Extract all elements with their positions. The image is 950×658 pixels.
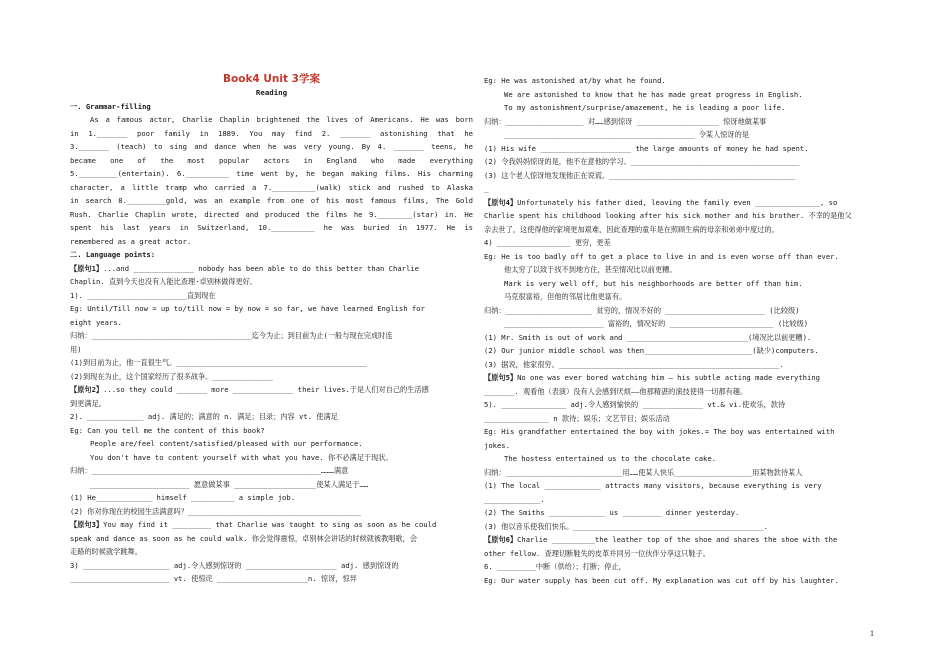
line-text: 1). _______________________直到现在 bbox=[70, 290, 216, 300]
text-line bbox=[70, 370, 473, 384]
line-text: Mark is very well off, but his neighborhoods are better off than him. bbox=[504, 278, 803, 288]
line-text: (1) He_____________ himself __________ a simple job. bbox=[70, 493, 296, 502]
line-text: _______________________ vt. 使惊诧 _____________________n. 惊讶，惊异 bbox=[70, 574, 357, 583]
text-line bbox=[70, 424, 473, 438]
text-line bbox=[484, 358, 887, 372]
text-line bbox=[70, 343, 473, 357]
line-text: (3) 他以音乐使我们快乐。____________________________________________. bbox=[484, 521, 768, 531]
text-line bbox=[70, 397, 473, 411]
sentence-marker: 【原句6】 bbox=[484, 535, 518, 544]
text-line bbox=[484, 101, 887, 115]
text-line bbox=[484, 520, 887, 534]
line-text: Eg: He is too badly off to get a place to live in and is even worse off than ever. bbox=[484, 251, 839, 261]
left-column bbox=[70, 72, 473, 586]
line-text: other fellow. 查理切断鞋失的皮革并同另一位伙伴分享这只鞋子。 bbox=[484, 548, 710, 558]
text-line bbox=[484, 479, 887, 493]
line-text: To my astonishment/surprise/amazement, he is leading a poor life. bbox=[504, 103, 786, 112]
text-line bbox=[70, 478, 473, 492]
text-line bbox=[484, 115, 887, 129]
text-line bbox=[484, 371, 887, 385]
text-line bbox=[484, 412, 887, 426]
text-line bbox=[484, 560, 887, 574]
text-line bbox=[484, 74, 887, 88]
line-text: 归纳：___________________________用……使某人快乐__________________用某物款待某人 bbox=[484, 467, 803, 477]
text-line bbox=[70, 383, 473, 397]
text-line bbox=[70, 316, 473, 330]
text-line bbox=[484, 263, 887, 277]
text-line bbox=[70, 275, 473, 289]
line-text: (1) The local _____________ attracts many visitors, because everything is very bbox=[484, 481, 822, 490]
right-language-points bbox=[484, 74, 887, 587]
line-text: 用) bbox=[70, 344, 82, 354]
line-text: Charlie __________the leather top of the shoe and shares the shoe with the bbox=[517, 535, 838, 544]
line-text: ...so they could _______ more ______________ their lives.于是人们对自己的生活感 bbox=[103, 385, 429, 394]
line-text: 亲去世了，这使得他的家境更加艰难，因此查理的童年是在照顾生病的母亲和弟弟中度过的。 bbox=[484, 224, 779, 234]
text-line bbox=[70, 545, 473, 559]
line-text: (3) 这个老人惊讶地发现他正在说谎。___________________________________________ bbox=[484, 170, 796, 180]
line-text: Unfortunately his father died, leaving the family even _______________, so bbox=[517, 197, 838, 207]
line-text: 归纳：__________________ 对……感到惊讶 ___________________ 惊讶地做某事 bbox=[484, 116, 767, 126]
section1-heading: 一. Grammar-filling bbox=[70, 101, 151, 111]
line-text: _______________________ 富裕的，情况好的 ________________________ (比较级) bbox=[504, 319, 809, 328]
line-text: 6. _________中断（供给）；打断；停止， bbox=[484, 562, 626, 571]
line-text: (1) His wife _____________________ the large amounts of money he had spent. bbox=[484, 143, 809, 153]
line-text: 2). _____________ adj. 满足的；满意的 n. 满足；目录；内容 vt. 使满足 bbox=[70, 412, 338, 421]
text-line bbox=[70, 464, 473, 478]
text-line bbox=[484, 128, 887, 142]
text-line bbox=[70, 505, 473, 519]
text-line bbox=[70, 302, 473, 316]
line-text: ____________________________________________ 令某人惊讶的是 bbox=[504, 130, 750, 139]
text-line bbox=[70, 532, 473, 546]
text-line bbox=[70, 437, 473, 451]
sentence-marker: 【原句1】 bbox=[70, 263, 104, 273]
line-text: 马克很富裕，但他的邻居比他更富有。 bbox=[504, 292, 627, 301]
sentence-marker: 【原句2】 bbox=[70, 385, 104, 394]
passage-line: As a famous actor, Charlie Chaplin brightened the lives of Americans. He was born bbox=[90, 115, 473, 124]
line-text: (2) The Smiths _____________ us _________ dinner yesterday. bbox=[484, 508, 740, 517]
line-text: You don't have to content yourself with what you have. 你不必满足于现状。 bbox=[90, 452, 393, 462]
line-text: _______. 观看他（表演）没有人会感到厌烦——他那精湛的演技使得一切都有趣。 bbox=[484, 386, 748, 396]
text-line bbox=[484, 574, 887, 588]
line-text: _______________ n 款待；娱乐；文艺节目；娱乐活动 bbox=[484, 413, 670, 423]
text-line bbox=[484, 466, 887, 480]
line-text: _______________________ 愿意做某事 ___________________使某人满足于…… bbox=[90, 479, 369, 489]
line-text: (2) 你对你现在的校园生活满意吗？________________________________________ bbox=[70, 506, 362, 516]
passage-line: 5._________(entertain). 6.__________ time went by, he began making films. His charming bbox=[70, 169, 473, 178]
text-line bbox=[484, 304, 887, 318]
text-line bbox=[484, 223, 887, 237]
passage-line: in 1._______ poor family in 1889. You may find 2. _______ astonishing that he bbox=[70, 128, 473, 138]
line-text: Eg: Our water supply has been cut off. My explanation was cut off by his laughter. bbox=[484, 575, 839, 585]
text-line bbox=[484, 398, 887, 412]
text-line bbox=[70, 410, 473, 424]
line-text: Eg: Until/Till now = up to/till now = by now = so far, we have learned English for bbox=[70, 304, 425, 313]
line-text: We are astonished to know that he has made great progress in English. bbox=[504, 89, 803, 99]
text-line bbox=[484, 439, 887, 453]
line-text: 归纳：____________________ 贫穷的，情况不好的 _______________________ (比较级) bbox=[484, 305, 800, 315]
text-line bbox=[484, 493, 887, 507]
line-text: (2)到现在为止，这个国家经历了很多战争。______________ bbox=[70, 371, 273, 381]
passage-line: became one of the most popular actors in England who made everything bbox=[70, 155, 473, 165]
text-line bbox=[484, 385, 887, 399]
line-text: 到更满足。 bbox=[70, 398, 106, 408]
text-line bbox=[70, 518, 473, 532]
line-text: (1)到目前为止，他一直很生气。____________________________________________ bbox=[70, 358, 367, 367]
text-line bbox=[70, 451, 473, 465]
line-text: (2) 令我妈妈惊讶的是，他不在意他的学习。_______________________________________ bbox=[484, 157, 800, 166]
line-text: 走路的时候就学跳舞。 bbox=[70, 547, 142, 556]
line-text: 归纳：_____________________________________________________………满意 bbox=[70, 466, 349, 475]
text-line bbox=[484, 506, 887, 520]
text-line bbox=[484, 169, 887, 183]
line-text: Eg: Can you tell me the content of this book? bbox=[70, 425, 265, 435]
line-text: ...and ______________ nobody has been able to do this better than Charlie bbox=[103, 263, 419, 273]
page-number: 1 bbox=[870, 629, 874, 638]
passage-line: remembered as a great actor. bbox=[70, 236, 192, 246]
sentence-marker: 【原句5】 bbox=[484, 373, 518, 382]
line-text: _ bbox=[484, 184, 489, 193]
text-line bbox=[484, 182, 887, 196]
line-text: You may find it _________ that Charlie was taught to sing as soon as he could bbox=[103, 520, 437, 529]
right-column bbox=[484, 74, 887, 587]
line-text: Chaplin. 直到今天也没有人能比查理·卓别林做得更好。 bbox=[70, 277, 258, 286]
line-text: The hostess entertained us to the chocolate cake. bbox=[504, 454, 717, 463]
passage-line: in search 8._________gold, was an example from one of his most famous films, The Gold bbox=[70, 196, 473, 205]
text-line bbox=[484, 452, 887, 466]
text-line bbox=[70, 559, 473, 573]
sentence-marker: 【原句3】 bbox=[70, 520, 104, 529]
text-line bbox=[70, 356, 473, 370]
line-text: Eg: His grandfather entertained the boy with jokes.= The boy was entertained with bbox=[484, 427, 835, 436]
text-line bbox=[484, 142, 887, 156]
line-text: (3) 据说，他家很穷。___________________________________________________. bbox=[484, 359, 784, 369]
text-line bbox=[484, 236, 887, 250]
passage-line: Rush. Charlie Chaplin wrote, directed and produced the films he 9.________(star) in. He bbox=[70, 209, 473, 219]
text-line bbox=[484, 250, 887, 264]
text-line bbox=[70, 572, 473, 586]
line-text: 4) _________________ 更穷，更差 bbox=[484, 238, 611, 247]
text-line bbox=[484, 547, 887, 561]
text-line bbox=[70, 491, 473, 505]
passage-line: character, a little tramp who carried a 7.__________(walk) stick and rushed to Alaska bbox=[70, 182, 473, 192]
line-text: jokes. bbox=[484, 440, 510, 450]
left-language-points bbox=[70, 262, 473, 586]
line-text: speak and dance as soon as he could walk. 你会觉得震惊，卓别林会讲话的时候就被教唱歌，会 bbox=[70, 533, 418, 543]
text-line bbox=[484, 317, 887, 331]
line-text: (2) Our junior middle school was then_________________________(缺少)computers. bbox=[484, 346, 819, 355]
passage-line: spent his last years in Switzerland, 10.__________ he was buried in 1977. He is bbox=[70, 223, 473, 232]
line-text: 3) ____________________ adj.令人感到惊讶的 _____________________ adj. 感到惊讶的 bbox=[70, 560, 399, 570]
text-line bbox=[484, 425, 887, 439]
text-line bbox=[484, 209, 887, 223]
line-text: _____________. bbox=[484, 494, 545, 504]
text-line bbox=[70, 262, 473, 276]
section2-heading: 二. Language points: bbox=[70, 250, 156, 259]
text-line bbox=[484, 331, 887, 345]
line-text: Eg: He was astonished at/by what he found. bbox=[484, 76, 666, 85]
line-text: No one was ever bored watching him — his subtle acting made everything bbox=[517, 373, 820, 382]
text-line bbox=[70, 289, 473, 303]
text-line bbox=[70, 329, 473, 343]
text-line bbox=[484, 155, 887, 169]
line-text: Charlie spent his childhood looking after his sick mother and his brother. 不幸的是他父 bbox=[484, 211, 852, 220]
text-line bbox=[484, 344, 887, 358]
document-title: Book4 Unit 3学案 bbox=[223, 73, 320, 85]
text-line bbox=[484, 88, 887, 102]
line-text: 归纳：_____________________________________迄今为止；到目前为止(一般与现在完成时连 bbox=[70, 331, 393, 340]
document-subtitle: Reading bbox=[255, 88, 288, 97]
text-line bbox=[484, 533, 887, 547]
text-line bbox=[484, 277, 887, 291]
line-text: 他太穷了以致于找不到地方住，甚至情况比以前更糟。 bbox=[504, 265, 677, 274]
line-text: eight years. bbox=[70, 317, 122, 327]
line-text: 5). _______________ adj.令人感到愉快的 ______________ vt.& vi.使欢乐，款待 bbox=[484, 400, 786, 409]
line-text: People are/feel content/satisfied/pleased with our performance. bbox=[90, 439, 363, 448]
passage-line: 3._______ (teach) to sing and dance when he was very young. By 4. _______ teens, he bbox=[70, 142, 473, 151]
text-line bbox=[484, 196, 887, 210]
grammar-passage bbox=[70, 113, 473, 248]
sentence-marker: 【原句4】 bbox=[484, 197, 518, 207]
text-line bbox=[484, 290, 887, 304]
line-text: (1) Mr. Smith is out of work and ____________________________(境况比以前更糟). bbox=[484, 332, 812, 342]
